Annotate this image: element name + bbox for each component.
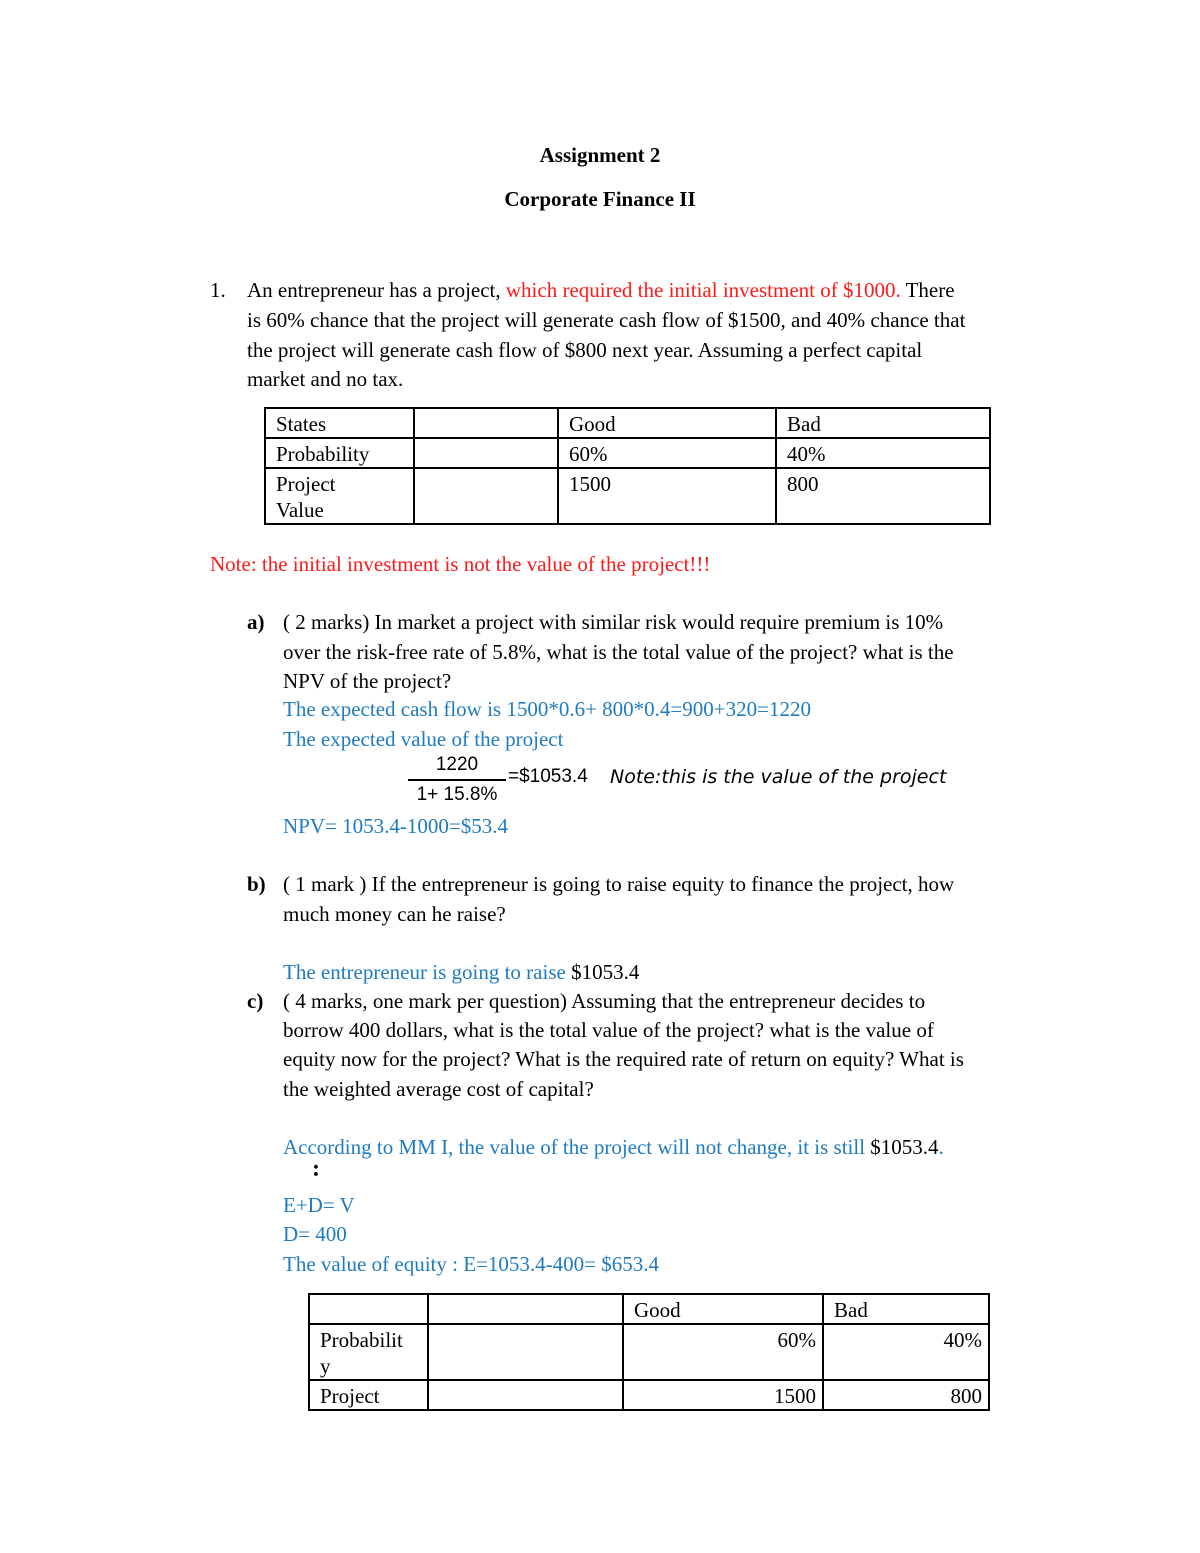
table-cell: 60% (623, 1324, 823, 1380)
q1-line-2: is 60% chance that the project will generate cash flow of $1500, and 40% chance that (247, 308, 966, 332)
table-row (265, 468, 990, 524)
part-a-label: a) (247, 610, 265, 634)
part-a-line-1: ( 2 marks) In market a project with similar risk would require premium is 10% (283, 610, 944, 634)
part-c-answer-value: $1053.4 (870, 1135, 939, 1159)
equation-equity: The value of equity : E=1053.4-400= $653.4 (283, 1252, 659, 1276)
part-c-answer-1 (283, 1132, 944, 1162)
part-b-answer (283, 957, 639, 987)
project-table (308, 1293, 990, 1411)
fraction-denominator: 1+ 15.8% (416, 784, 498, 805)
table-cell (414, 408, 558, 438)
table-cell: Project (309, 1380, 428, 1410)
table-row (309, 1294, 989, 1324)
table-cell (414, 438, 558, 468)
table-cell (309, 1324, 428, 1380)
part-c-answer-text: According to MM I, the value of the project will not change, it is still (283, 1135, 871, 1159)
q1-line-3: the project will generate cash flow of $800 next year. Assuming a perfect capital (247, 338, 923, 362)
q1-number: 1. (210, 278, 226, 302)
table-cell (428, 1294, 623, 1324)
q1-line-1 (247, 275, 955, 305)
note-text: Note: the initial investment is not the value of the project!!! (210, 552, 711, 576)
part-a-npv: NPV= 1053.4-1000=$53.4 (283, 814, 508, 838)
part-a-answer-1: The expected cash flow is 1500*0.6+ 800*0.4=900+320=1220 (283, 697, 811, 721)
part-b-answer-text: The entrepreneur is going to raise (283, 960, 572, 984)
part-b-line-1: ( 1 mark ) If the entrepreneur is going to raise equity to finance the project, how (283, 872, 955, 896)
q1-text-c: There (900, 278, 955, 302)
table-cell (414, 468, 558, 524)
part-c-line-2: borrow 400 dollars, what is the total value of the project? what is the value of (283, 1018, 934, 1042)
prob-label-1: Probabilit (320, 1328, 403, 1352)
table-cell (428, 1380, 623, 1410)
part-c-line-3: equity now for the project? What is the required rate of return on equity? What is (283, 1047, 964, 1071)
part-a-line-2: over the risk-free rate of 5.8%, what is the total value of the project? what is the (283, 640, 954, 664)
colon-mark: : (312, 1156, 320, 1182)
part-c-answer-end: . (938, 1135, 944, 1159)
states-table (264, 407, 991, 525)
fraction-bar (408, 779, 506, 781)
table-cell (428, 1324, 623, 1380)
table-cell: 1500 (623, 1380, 823, 1410)
equation-d: D= 400 (283, 1222, 347, 1246)
part-b-line-2: much money can he raise? (283, 902, 506, 926)
table-cell: 40% (776, 438, 990, 468)
part-c-label: c) (247, 989, 264, 1013)
part-a-line-3: NPV of the project? (283, 669, 452, 693)
table-row (309, 1324, 989, 1380)
q1-line-4: market and no tax. (247, 367, 404, 391)
table-cell (309, 1294, 428, 1324)
part-a-answer-2: The expected value of the project (283, 727, 564, 751)
table-cell: Project Value (265, 468, 414, 524)
table-cell: Bad (776, 408, 990, 438)
table-row (265, 438, 990, 468)
table-cell: Good (558, 408, 776, 438)
page-subtitle: Corporate Finance II (504, 187, 696, 211)
fraction-result-note: Note:this is the value of the project (610, 766, 947, 788)
fraction-result: =$1053.4 (508, 766, 588, 787)
table-cell: 1500 (558, 468, 776, 524)
table-cell: 800 (776, 468, 990, 524)
q1-text-red: which required the initial investment of $1000. (505, 278, 901, 302)
table-cell: 40% (823, 1324, 989, 1380)
fraction-numerator: 1220 (435, 754, 479, 775)
part-c-line-4: the weighted average cost of capital? (283, 1077, 594, 1101)
part-b-label: b) (247, 872, 266, 896)
table-cell: States (265, 408, 414, 438)
part-c-line-1: ( 4 marks, one mark per question) Assuming that the entrepreneur decides to (283, 989, 926, 1013)
table-cell: Good (623, 1294, 823, 1324)
table-cell: 800 (823, 1380, 989, 1410)
page-title: Assignment 2 (539, 143, 661, 167)
q1-text-a: An entrepreneur has a project, (247, 278, 506, 302)
equation-ev: E+D= V (283, 1193, 355, 1217)
table-cell: Probability (265, 438, 414, 468)
table-row (265, 408, 990, 438)
table-cell: Bad (823, 1294, 989, 1324)
table-cell: 60% (558, 438, 776, 468)
table-row (309, 1380, 989, 1410)
part-b-answer-value: $1053.4 (571, 960, 640, 984)
prob-label-2: y (320, 1354, 331, 1378)
